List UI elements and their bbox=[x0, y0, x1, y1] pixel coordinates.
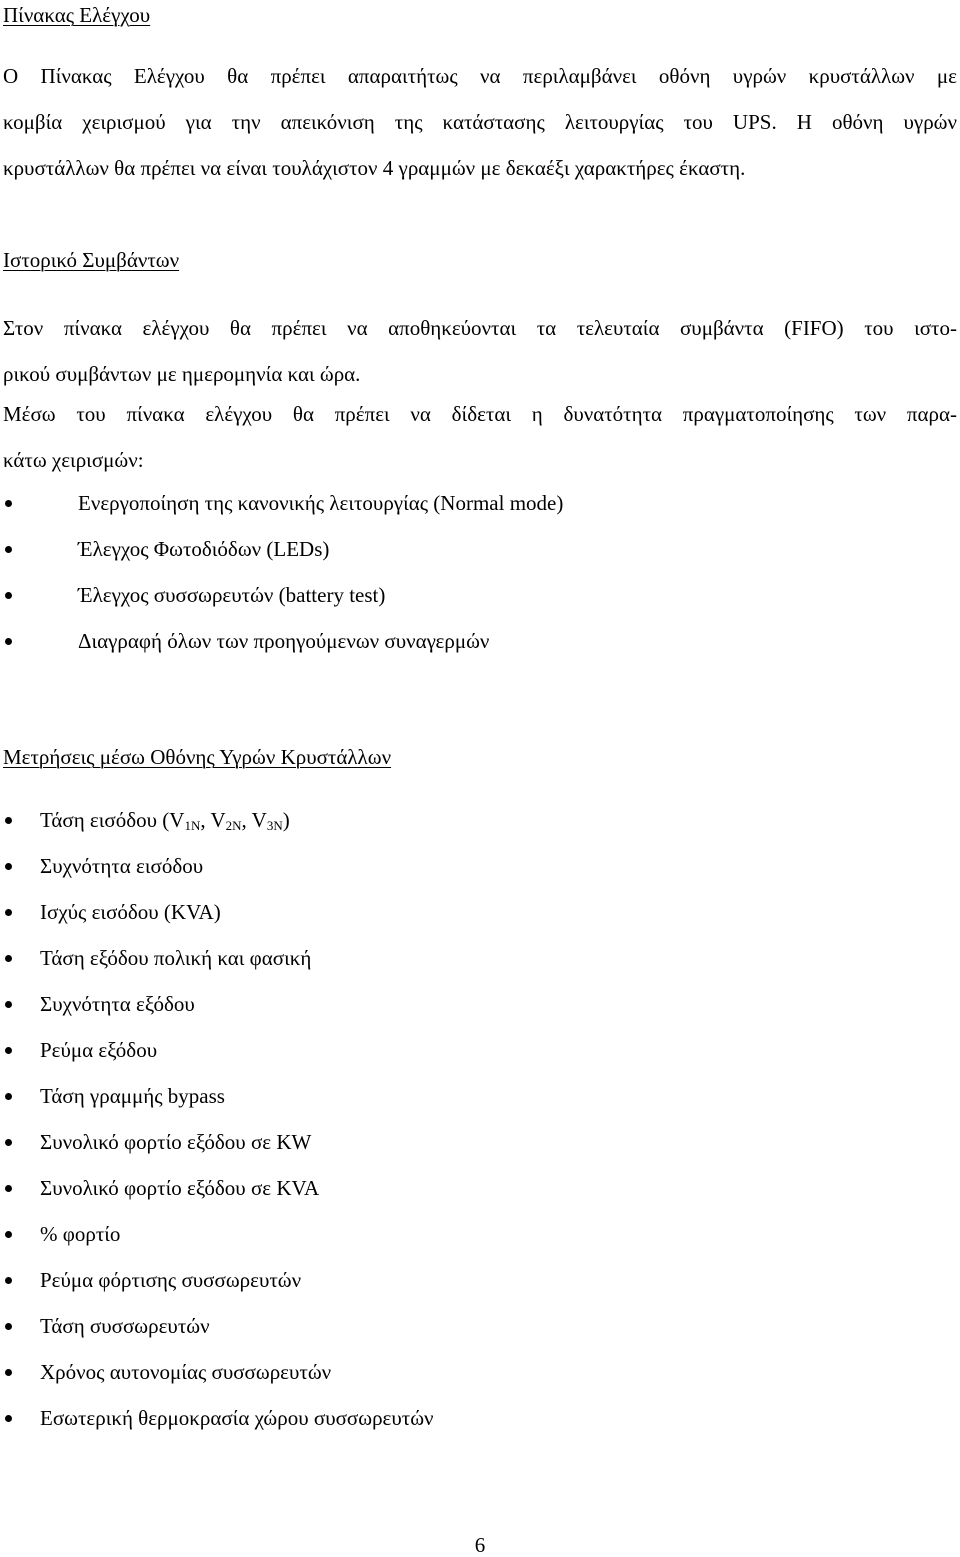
control-panel-paragraph bbox=[3, 64, 957, 202]
bullet-icon bbox=[5, 909, 12, 916]
separator: , V bbox=[200, 808, 226, 832]
event-history-paragraph bbox=[3, 316, 957, 408]
event-history-heading: Ιστορικό Συμβάντων bbox=[3, 248, 180, 272]
list-item-text: Τάση γραμμής bypass bbox=[40, 1084, 225, 1108]
list-item-text: Τάση συσσωρευτών bbox=[40, 1314, 210, 1338]
list-item-text: Ενεργοποίηση της κανονικής λειτουργίας (Normal mode) bbox=[78, 491, 564, 515]
phase-subscript: 3N bbox=[266, 818, 283, 833]
page-number: 6 bbox=[474, 1533, 486, 1557]
bullet-icon bbox=[5, 638, 12, 645]
bullet-icon bbox=[5, 500, 12, 507]
bullet-icon bbox=[5, 1001, 12, 1008]
list-item-text: Ρεύμα φόρτισης συσσωρευτών bbox=[40, 1268, 302, 1292]
bullet-icon bbox=[5, 1185, 12, 1192]
paragraph-line: Μέσω του πίνακα ελέγχου θα πρέπει να δίδεται η δυνατότητα πραγματοποίησης των παρα- bbox=[3, 402, 957, 426]
list-item-text: Έλεγχος Φωτοδιόδων (LEDs) bbox=[78, 537, 330, 561]
phase-subscript: 1N bbox=[184, 818, 201, 833]
bullet-icon bbox=[5, 546, 12, 553]
paragraph-line: Στον πίνακα ελέγχου θα πρέπει να αποθηκεύονται τα τελευταία συμβάντα (FIFO) του ιστο- bbox=[3, 316, 957, 340]
list-item-text: Συχνότητα εξόδου bbox=[40, 992, 195, 1016]
paragraph-line: Ο Πίνακας Ελέγχου θα πρέπει απαραιτήτως να περιλαμβάνει οθόνη υγρών κρυστάλλων με bbox=[3, 64, 957, 88]
list-item-text: Έλεγχος συσσωρευτών (battery test) bbox=[78, 583, 386, 607]
phase-subscript: 2N bbox=[225, 818, 242, 833]
list-item-text: Ισχύς εισόδου (KVA) bbox=[40, 900, 221, 924]
paragraph-line: κάτω χειρισμών: bbox=[3, 448, 144, 472]
list-item-text: Ρεύμα εξόδου bbox=[40, 1038, 158, 1062]
bullet-icon bbox=[5, 1093, 12, 1100]
paragraph-line: κρυστάλλων θα πρέπει να είναι τουλάχιστον 4 γραμμών με δεκαέξι χαρακτήρες έκαστη. bbox=[3, 156, 746, 180]
separator: , V bbox=[241, 808, 267, 832]
input-voltage-prefix: Τάση εισόδου (V bbox=[40, 808, 185, 832]
bullet-icon bbox=[5, 955, 12, 962]
bullet-icon bbox=[5, 592, 12, 599]
list-item-text: Χρόνος αυτονομίας συσσωρευτών bbox=[40, 1360, 332, 1384]
list-item-text: Διαγραφή όλων των προηγούμενων συναγερμών bbox=[78, 629, 490, 653]
list-item-text: Συνολικό φορτίο εξόδου σε KVA bbox=[40, 1176, 320, 1200]
bullet-icon bbox=[5, 817, 12, 824]
input-voltage-suffix: ) bbox=[282, 808, 290, 832]
list-item-text: Συχνότητα εισόδου bbox=[40, 854, 204, 878]
measurements-heading: Μετρήσεις μέσω Οθόνης Υγρών Κρυστάλλων bbox=[3, 745, 392, 769]
bullet-icon bbox=[5, 1139, 12, 1146]
list-item-text: Συνολικό φορτίο εξόδου σε KW bbox=[40, 1130, 312, 1154]
bullet-icon bbox=[5, 1277, 12, 1284]
operations-intro-paragraph bbox=[3, 402, 957, 494]
bullet-icon bbox=[5, 1369, 12, 1376]
bullet-icon bbox=[5, 1047, 12, 1054]
list-item-text: Εσωτερική θερμοκρασία χώρου συσσωρευτών bbox=[40, 1406, 434, 1430]
bullet-icon bbox=[5, 1323, 12, 1330]
list-item-text: Τάση εξόδου πολική και φασική bbox=[40, 946, 312, 970]
paragraph-line: ρικού συμβάντων με ημερομηνία και ώρα. bbox=[3, 362, 361, 386]
bullet-icon bbox=[5, 1415, 12, 1422]
paragraph-line: κομβία χειρισμού για την απεικόνιση της κατάστασης λειτουργίας του UPS. Η οθόνη υγρών bbox=[3, 110, 957, 134]
bullet-icon bbox=[5, 863, 12, 870]
list-item-text: % φορτίο bbox=[40, 1222, 121, 1246]
control-panel-heading: Πίνακας Ελέγχου bbox=[3, 3, 151, 27]
list-item-text bbox=[40, 808, 290, 832]
bullet-icon bbox=[5, 1231, 12, 1238]
